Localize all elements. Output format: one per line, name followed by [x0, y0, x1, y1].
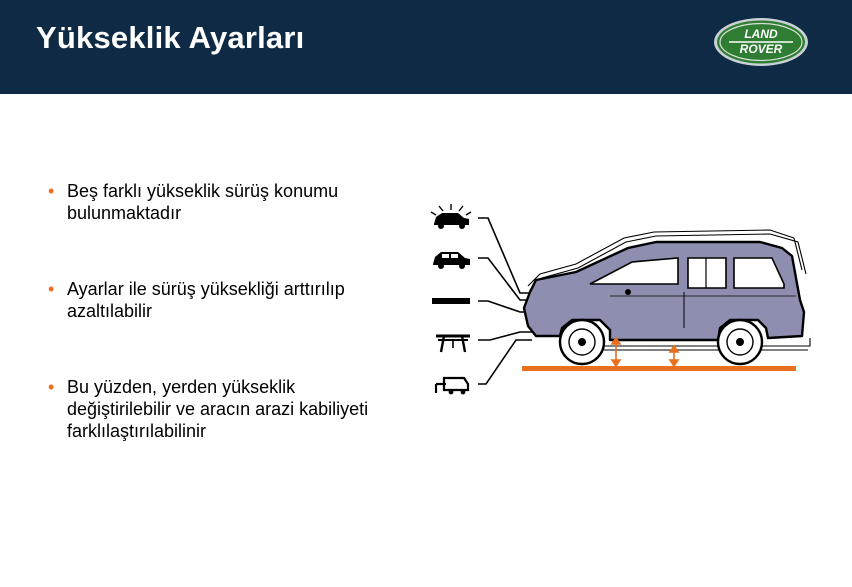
front-wheel — [560, 320, 604, 364]
ride-height-diagram — [424, 188, 820, 420]
loading-height-icon — [436, 378, 468, 394]
bullet-marker: • — [48, 377, 55, 397]
crossing-height-icon — [436, 336, 470, 352]
slide-header — [0, 0, 852, 94]
logo-text-rover: ROVER — [739, 42, 783, 56]
logo-text-land: LAND — [744, 27, 778, 41]
bullet-item — [48, 376, 378, 442]
rear-wheel — [718, 320, 762, 364]
bullet-item — [48, 180, 378, 224]
bullet-marker: • — [48, 279, 55, 299]
clearance-arrows — [612, 338, 678, 366]
bullet-text: Ayarlar ile sürüş yüksekliği arttırılıp azaltılabilir — [67, 279, 345, 321]
standard-height-icon — [433, 252, 470, 269]
leader-lines — [478, 218, 532, 384]
access-height-icon — [432, 298, 470, 304]
off-road-height-icon — [431, 204, 471, 229]
bullet-item — [48, 278, 378, 322]
bullet-text: Bu yüzden, yerden yükseklik değiştirilebilir ve aracın arazi kabiliyeti farklılaştırılabilinir — [67, 377, 369, 441]
bullet-text: Beş farklı yükseklik sürüş konumu bulunmaktadır — [67, 181, 339, 223]
land-rover-logo — [712, 16, 810, 68]
ground-line — [522, 366, 796, 371]
bullet-marker: • — [48, 181, 55, 201]
slide-title: Yükseklik Ayarları — [36, 20, 305, 55]
bullet-list — [48, 180, 378, 442]
